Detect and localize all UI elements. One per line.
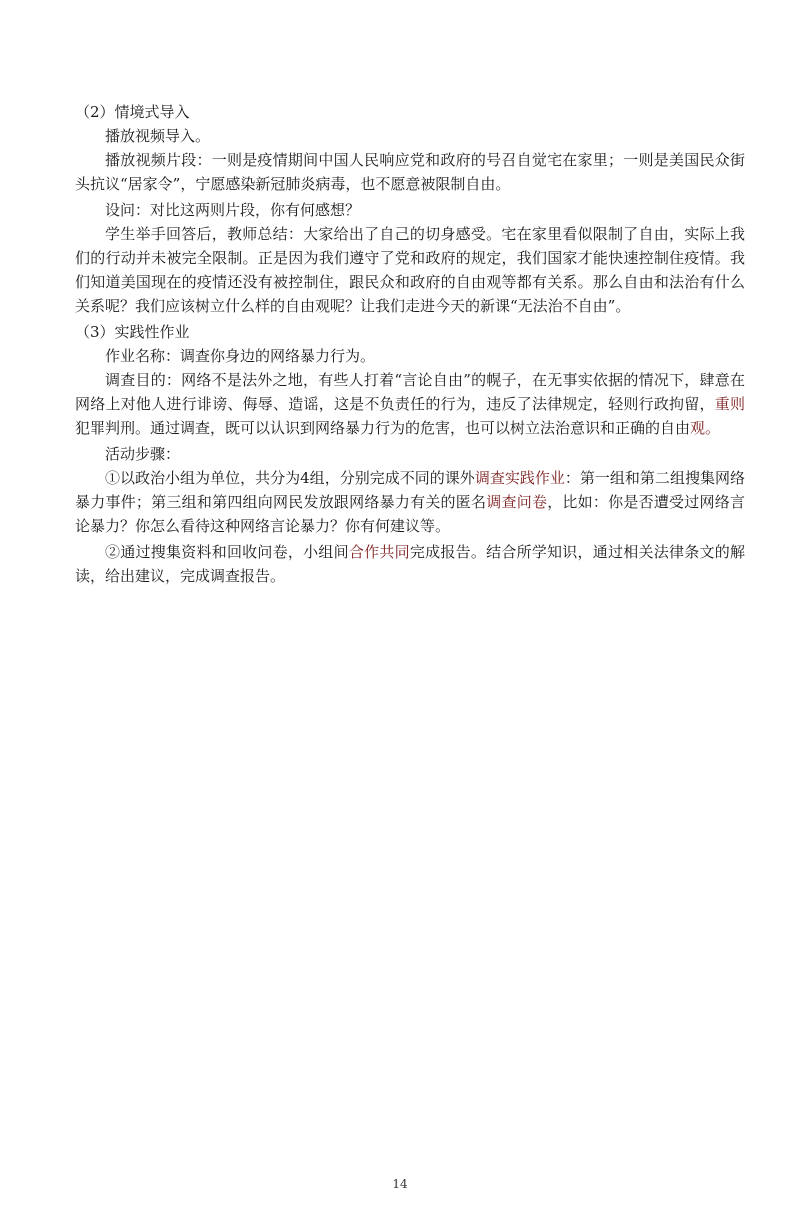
step1-text-a: ①以政治小组为单位，共分为4组，分别完成不同的课外: [105, 469, 475, 487]
section-heading-practice-homework: （3）实践性作业: [75, 323, 190, 341]
paragraph-teacher-summary: [75, 222, 745, 318]
step1-text-c: ，比如：你是否遭受过网络言论暴力？你怎么看待这种网络言论暴力？你有何建议等。: [75, 493, 745, 535]
step1-highlight-2: 调查问卷: [486, 493, 548, 511]
step2-text-a: ②通过搜集资料和回收问卷，小组间: [105, 543, 349, 561]
paragraph-step-2: [75, 540, 745, 588]
purpose-highlight-2: 观。: [690, 419, 721, 437]
paragraph-homework-name: 作业名称：调查你身边的网络暴力行为。: [105, 347, 376, 365]
paragraph-question: 设问：对比这两则片段，你有何感想？: [105, 201, 361, 219]
purpose-highlight-1: 重则: [714, 395, 745, 413]
purpose-text-a: 调查目的：网络不是法外之地，有些人打着“言论自由”的幌子，在无事实依据的情况下，肆意在网络上对他人进行诽谤、侮辱、造谣，这是不负责任的行为，违反了法律规定，轻则行政拘留，: [75, 371, 745, 413]
teacher-summary-text: 学生举手回答后，教师总结：大家给出了自己的切身感受。宅在家里看似限制了自由，实际上我们的行动并未被完全限制。正是因为我们遵守了党和政府的规定，我们国家才能快速控制住疫情。我们知道美国现在的疫情还没有被控制住，跟民众和政府的自由观等都有关系。那么自由和法治有什么关系呢？我们应该树立什么样的自由观呢？让我们走进今天的新课“无法治不自由”。: [75, 225, 745, 315]
purpose-text-b: 犯罪判刑。通过调查，既可以认识到网络暴力行为的危害，也可以树立法治意识和正确的自由: [75, 419, 691, 437]
section-heading-situational-intro: （2）情境式导入: [75, 103, 190, 121]
sub-heading-video-intro: 播放视频导入。: [105, 127, 211, 145]
step2-text-b: 完成报告。结合所学知识，通过相关法律条文的解读，给出建议，完成调查报告。: [75, 543, 745, 585]
paragraph-steps-label: 活动步骤：: [105, 445, 181, 463]
step2-highlight: 合作共同: [348, 543, 410, 561]
paragraph-video-description: [75, 148, 745, 196]
page-number: 14: [392, 1177, 408, 1191]
paragraph-investigation-purpose: [75, 368, 745, 440]
step1-highlight-1: 调查实践作业: [474, 469, 565, 487]
video-description-text: 播放视频片段：一则是疫情期间中国人民响应党和政府的号召自觉宅在家里；一则是美国民众街头抗议“居家令”，宁愿感染新冠肺炎病毒，也不愿意被限制自由。: [75, 151, 745, 193]
document-body: [75, 100, 745, 590]
step1-text-b: ：第一组和第二组搜集网络暴力事件；第三组和第四组向网民发放跟网络暴力有关的匿名: [75, 469, 745, 511]
paragraph-step-1: [75, 466, 745, 538]
